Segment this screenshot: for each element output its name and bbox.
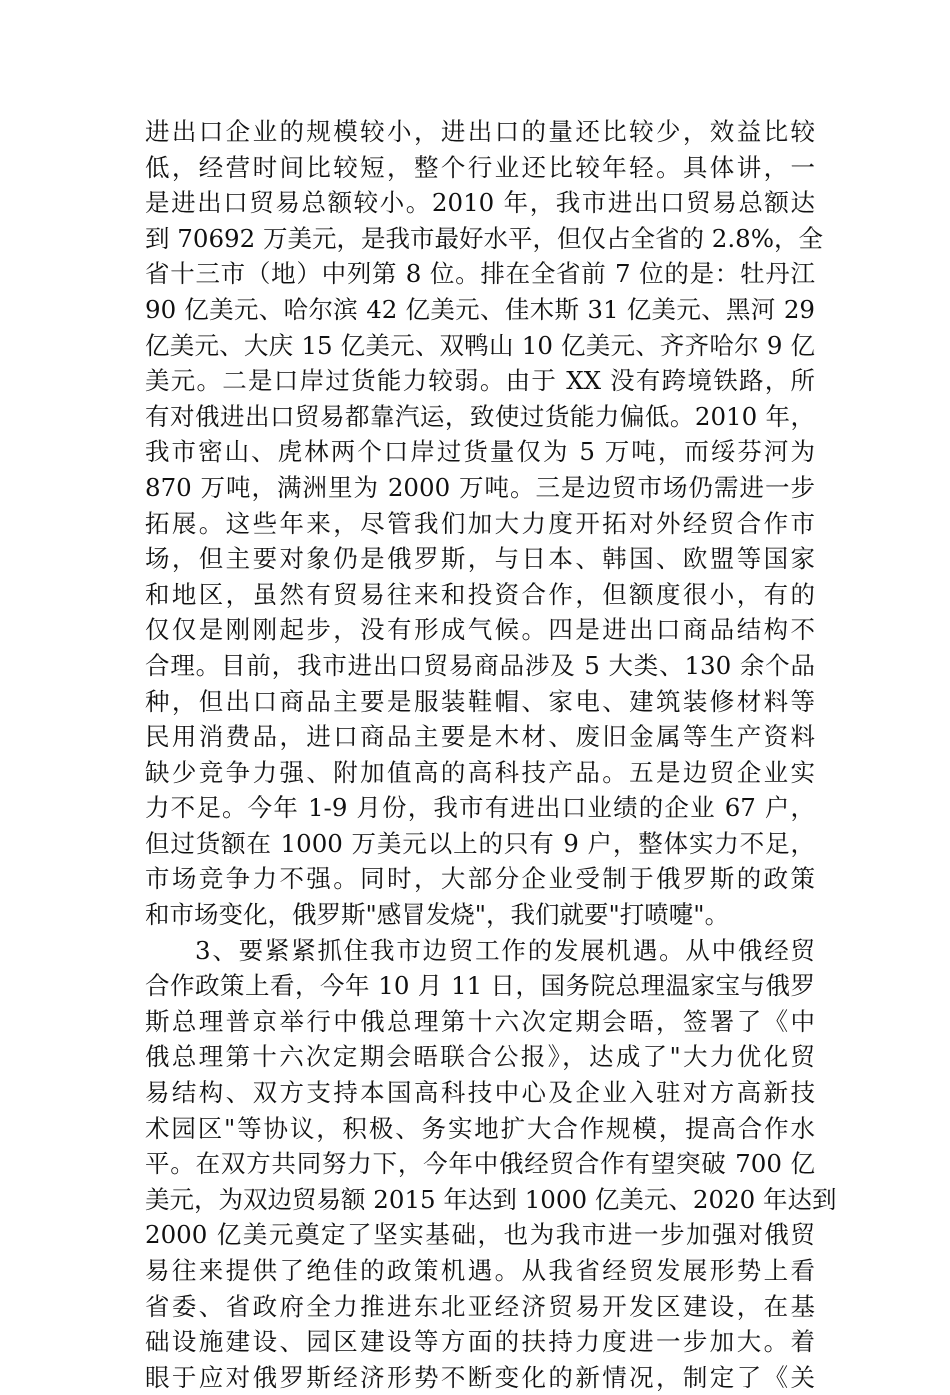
text-line: 仅仅是刚刚起步，没有形成气候。四是进出口商品结构不 [145, 615, 815, 645]
text-line: 90 亿美元、哈尔滨 42 亿美元、佳木斯 31 亿美元、黑河 29 [145, 294, 815, 324]
text-line: 合理。目前，我市进出口贸易商品涉及 5 大类、130 余个品 [145, 650, 815, 680]
text-line: 省委、省政府全力推进东北亚经济贸易开发区建设，在基 [145, 1291, 815, 1321]
text-line: 省十三市（地）中列第 8 位。排在全省前 7 位的是：牡丹江 [145, 259, 815, 289]
paragraph-end-line: 和市场变化，俄罗斯"感冒发烧"，我们就要"打喷嚏"。 [145, 900, 730, 930]
text-line: 低，经营时间比较短，整个行业还比较年轻。具体讲，一 [145, 152, 815, 182]
text-line: 2000 亿美元奠定了坚实基础，也为我市进一步加强对俄贸 [145, 1220, 815, 1250]
text-line: 美元，为双边贸易额 2015 年达到 1000 亿美元、2020 年达到 [145, 1184, 837, 1214]
text-line: 眼于应对俄罗斯经济形势不断变化的新情况，制定了《关 [145, 1362, 815, 1392]
text-line: 拓展。这些年来，尽管我们加大力度开拓对外经贸合作市 [145, 508, 815, 538]
text-line: 缺少竞争力强、附加值高的高科技产品。五是边贸企业实 [145, 757, 815, 787]
text-line: 美元。二是口岸过货能力较弱。由于 XX 没有跨境铁路，所 [145, 366, 815, 396]
text-line: 术园区"等协议，积极、务实地扩大合作规模，提高合作水 [145, 1113, 815, 1143]
text-line: 易往来提供了绝佳的政策机遇。从我省经贸发展形势上看 [145, 1256, 815, 1285]
text-line: 础设施建设、园区建设等方面的扶持力度进一步加大。着 [145, 1327, 815, 1357]
paragraph-start-line: 3、要紧紧抓住我市边贸工作的发展机遇。从中俄经贸 [195, 935, 815, 965]
text-line: 市场竞争力不强。同时，大部分企业受制于俄罗斯的政策 [145, 864, 815, 894]
text-line: 平。在双方共同努力下，今年中俄经贸合作有望突破 700 亿 [145, 1149, 815, 1179]
text-line: 俄总理第十六次定期会晤联合公报》，达成了"大力优化贸 [145, 1042, 815, 1072]
text-line: 合作政策上看，今年 10 月 11 日，国务院总理温家宝与俄罗 [145, 971, 815, 1001]
text-line: 易结构、双方支持本国高科技中心及企业入驻对方高新技 [145, 1078, 815, 1108]
text-line: 力不足。今年 1-9 月份，我市有进出口业绩的企业 67 户， [145, 793, 815, 823]
text-line: 亿美元、大庆 15 亿美元、双鸭山 10 亿美元、齐齐哈尔 9 亿 [145, 330, 815, 360]
text-line: 有对俄进出口贸易都靠汽运，致使过货能力偏低。2010 年， [145, 401, 815, 431]
text-line: 场，但主要对象仍是俄罗斯，与日本、韩国、欧盟等国家 [145, 544, 815, 574]
text-line: 到 70692 万美元，是我市最好水平，但仅占全省的 2.8%，全 [145, 223, 824, 253]
text-line: 种，但出口商品主要是服装鞋帽、家电、建筑装修材料等 [145, 686, 815, 716]
text-line: 斯总理普京举行中俄总理第十六次定期会晤，签署了《中 [145, 1006, 815, 1036]
text-line: 但过货额在 1000 万美元以上的只有 9 户，整体实力不足， [145, 828, 815, 858]
text-line: 我市密山、虎林两个口岸过货量仅为 5 万吨，而绥芬河为 [145, 437, 815, 467]
text-line: 是进出口贸易总额较小。2010 年，我市进出口贸易总额达 [145, 188, 815, 218]
text-line: 870 万吨，满洲里为 2000 万吨。三是边贸市场仍需进一步 [145, 472, 815, 502]
text-line: 进出口企业的规模较小，进出口的量还比较少，效益比较 [145, 117, 815, 146]
body-text [145, 114, 837, 1395]
text-line: 和地区，虽然有贸易往来和投资合作，但额度很小，有的 [145, 579, 815, 609]
text-line: 民用消费品，进口商品主要是木材、废旧金属等生产资料 [145, 722, 815, 752]
